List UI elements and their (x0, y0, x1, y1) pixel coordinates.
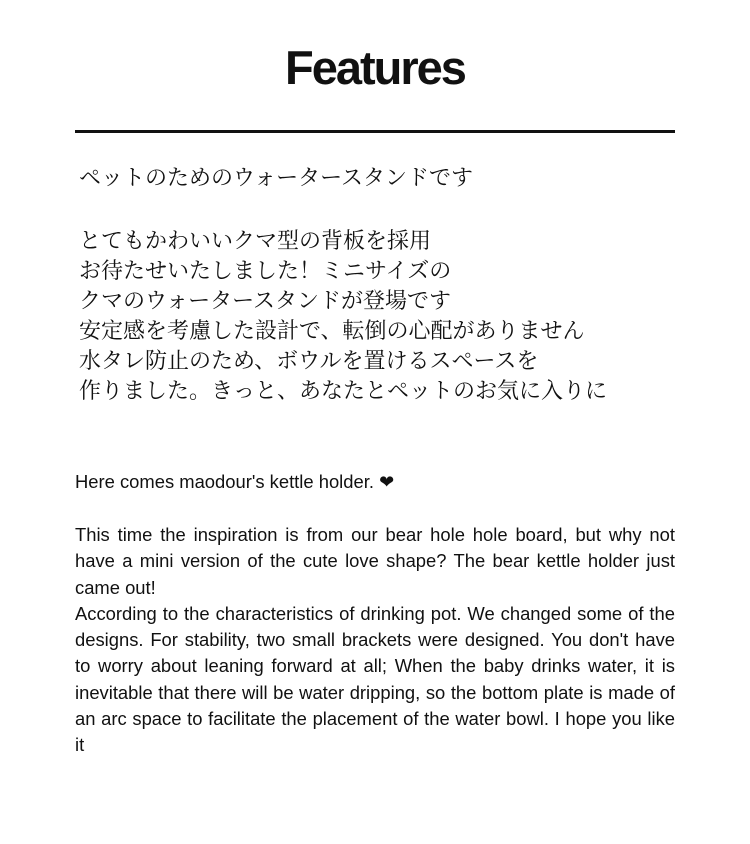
heart-icon: ❤ (379, 472, 395, 493)
english-description (75, 522, 675, 759)
japanese-description (79, 227, 719, 407)
english-paragraph-2: According to the characteristics of drinking pot. We changed some of the designs. For stability, two small brackets were designed. You don't have to worry about leaning forward at all; When the baby drinks water, it is inevitable that there will be water dripping, so the bottom plate is made of an arc space to facilitate the placement of the water bowl. I hope you like it (75, 602, 675, 756)
japanese-line: お待たせいたしました！ミニサイズの (79, 259, 452, 284)
english-heading (75, 469, 675, 496)
japanese-line: 水タレ防止のため、ボウルを置けるスペースを (79, 349, 539, 374)
japanese-line: とてもかわいいクマ型の背板を採用 (79, 229, 432, 254)
english-paragraph-1: This time the inspiration is from our bear hole hole board, but why not have a mini version of the cute love shape? The bear kettle holder just came out! (75, 524, 675, 598)
japanese-intro: ペットのためのウォータースタンドです (79, 166, 474, 191)
japanese-line: 安定感を考慮した設計で、転倒の心配がありません (79, 319, 585, 344)
japanese-line: クマのウォータースタンドが登場です (79, 289, 452, 314)
english-heading-text: Here comes maodour's kettle holder. (75, 471, 374, 492)
japanese-line: 作りました。きっと、あなたとペットのお気に入りに (79, 379, 608, 404)
page-title: Features (285, 41, 465, 94)
title-divider (75, 130, 675, 133)
